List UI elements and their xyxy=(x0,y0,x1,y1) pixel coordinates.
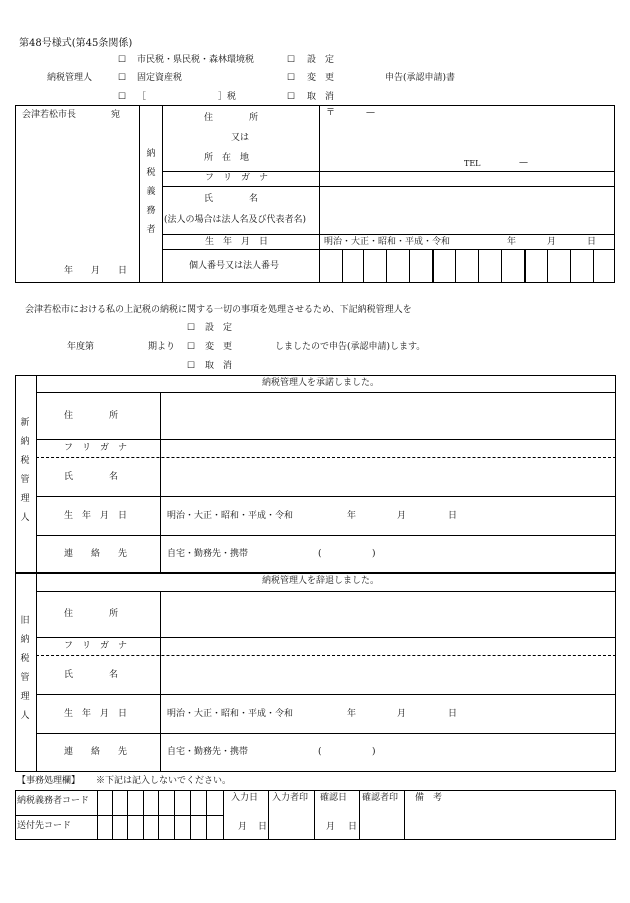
old-contact-label: 連 絡 先 xyxy=(64,747,128,757)
location-label: 所 在 地 xyxy=(204,153,250,163)
old-address-label: 住 所 xyxy=(64,609,119,619)
old-birth-year: 年 xyxy=(347,709,357,719)
addressee: 会津若松市長 xyxy=(22,110,77,120)
old-contact-paren-open: ( xyxy=(318,747,322,757)
checkbox-tax-property[interactable]: ☐ xyxy=(118,73,127,83)
new-admin-banner: 納税管理人を承諾しました。 xyxy=(262,378,380,388)
id-number-label: 個人番号又は法人番号 xyxy=(189,261,280,271)
confirm-date-label: 確認日 xyxy=(320,793,348,803)
old-contact-paren-close: ) xyxy=(372,747,376,757)
statement-line1: 会津若松市における私の上記税の納税に関する一切の事項を処理させるため、下記納税管理人を xyxy=(25,305,412,315)
option-resident-tax: 市民税・県民税・森林環境税 xyxy=(137,55,255,65)
old-contact-options[interactable]: 自宅・勤務先・携帯 xyxy=(167,747,249,757)
remarks-label: 備 考 xyxy=(415,793,443,803)
postal-mark: 〒 xyxy=(326,108,336,118)
checkbox-action-change[interactable]: ☐ xyxy=(287,73,296,83)
new-furigana-field[interactable] xyxy=(162,441,614,456)
new-contact-label: 連 絡 先 xyxy=(64,549,128,559)
taxpayer-code-label: 納税義務者コード xyxy=(17,796,90,806)
report-title: 申告(承認申請)書 xyxy=(385,73,456,83)
new-name-field[interactable] xyxy=(162,459,614,495)
confirmer-seal-label: 確認者印 xyxy=(362,793,399,803)
checkbox-action-cancel[interactable]: ☐ xyxy=(287,92,296,102)
taxpayer-side-label: 納 税 義 務 者 xyxy=(146,149,156,235)
birth-label: 生 年 月 日 xyxy=(205,237,269,247)
office-title: 【事務処理欄】 xyxy=(17,776,81,786)
furigana-field[interactable] xyxy=(321,173,613,185)
stmt-action-set: 設 定 xyxy=(205,323,233,333)
taxpayer-admin-label: 納税管理人 xyxy=(47,73,93,83)
checkbox-stmt-cancel[interactable]: ☐ xyxy=(187,361,196,371)
new-birth-label: 生 年 月 日 xyxy=(64,511,128,521)
office-note: ※下記は記入しないでください。 xyxy=(96,776,232,786)
checkbox-action-set[interactable]: ☐ xyxy=(287,55,296,65)
old-admin-banner: 納税管理人を辞退しました。 xyxy=(262,576,380,586)
new-address-field[interactable] xyxy=(162,394,614,438)
inputter-seal-label: 入力者印 xyxy=(272,793,309,803)
new-admin-side-label: 新 納 税 管 理 人 xyxy=(20,418,30,523)
send-code-label: 送付先コード xyxy=(17,821,72,831)
birth-year: 年 xyxy=(507,237,517,247)
confirm-month: 月 xyxy=(326,822,336,832)
option-other-tax: ［ ］税 xyxy=(137,92,237,102)
new-birth-month: 月 xyxy=(397,511,407,521)
stmt-action-change: 変 更 xyxy=(205,342,233,352)
era-options[interactable]: 明治・大正・昭和・平成・令和 xyxy=(324,237,451,247)
input-date-label: 入力日 xyxy=(231,793,259,803)
submission-date: 年 月 日 xyxy=(64,266,128,276)
address-label: 住 所 xyxy=(204,113,259,123)
old-name-field[interactable] xyxy=(162,657,614,693)
new-contact-paren-open: ( xyxy=(318,549,322,559)
new-birth-year: 年 xyxy=(347,511,357,521)
name-label: 氏 名 xyxy=(204,194,259,204)
checkbox-tax-other[interactable]: ☐ xyxy=(118,92,127,102)
old-birth-day: 日 xyxy=(448,709,458,719)
birth-day: 日 xyxy=(587,237,597,247)
old-name-label: 氏 名 xyxy=(64,670,119,680)
new-furigana-label: フ リ ガ ナ xyxy=(64,443,128,453)
input-day: 日 xyxy=(258,822,268,832)
birth-month: 月 xyxy=(547,237,557,247)
new-name-label: 氏 名 xyxy=(64,472,119,482)
old-furigana-field[interactable] xyxy=(162,639,614,654)
tel-label: TEL xyxy=(464,159,481,168)
postal-dash: — xyxy=(366,108,375,118)
old-birth-label: 生 年 月 日 xyxy=(64,709,128,719)
new-address-label: 住 所 xyxy=(64,411,119,421)
action-set: 設 定 xyxy=(307,55,335,65)
or-label: 又は xyxy=(231,133,250,143)
name-field[interactable] xyxy=(321,188,613,233)
old-address-field[interactable] xyxy=(162,593,614,636)
old-era-options[interactable]: 明治・大正・昭和・平成・令和 xyxy=(167,709,294,719)
checkbox-tax-resident[interactable]: ☐ xyxy=(118,55,127,65)
from-period-label: 期より xyxy=(148,342,176,352)
option-property-tax: 固定資産税 xyxy=(137,73,183,83)
new-era-options[interactable]: 明治・大正・昭和・平成・令和 xyxy=(167,511,294,521)
checkbox-stmt-change[interactable]: ☐ xyxy=(187,342,196,352)
old-birth-month: 月 xyxy=(397,709,407,719)
stmt-action-cancel: 取 消 xyxy=(205,361,233,371)
furigana-label: フ リ ガ ナ xyxy=(205,173,269,183)
confirm-day: 日 xyxy=(348,822,358,832)
fiscal-year-label: 年度第 xyxy=(67,342,95,352)
statement-line2-tail: しましたので申告(承認申請)します。 xyxy=(275,342,426,352)
old-admin-side-label: 旧 納 税 管 理 人 xyxy=(20,616,30,721)
checkbox-stmt-set[interactable]: ☐ xyxy=(187,323,196,333)
form-number: 第48号様式(第45条関係) xyxy=(19,38,133,49)
new-contact-paren-close: ) xyxy=(372,549,376,559)
new-birth-day: 日 xyxy=(448,511,458,521)
name-note: (法人の場合は法人名及び代表者名) xyxy=(164,215,307,225)
tel-dash: — xyxy=(519,158,528,168)
addressee-honorific: 宛 xyxy=(111,110,121,120)
action-cancel: 取 消 xyxy=(307,92,335,102)
new-contact-options[interactable]: 自宅・勤務先・携帯 xyxy=(167,549,249,559)
old-furigana-label: フ リ ガ ナ xyxy=(64,641,128,651)
action-change: 変 更 xyxy=(307,73,335,83)
input-month: 月 xyxy=(238,822,248,832)
